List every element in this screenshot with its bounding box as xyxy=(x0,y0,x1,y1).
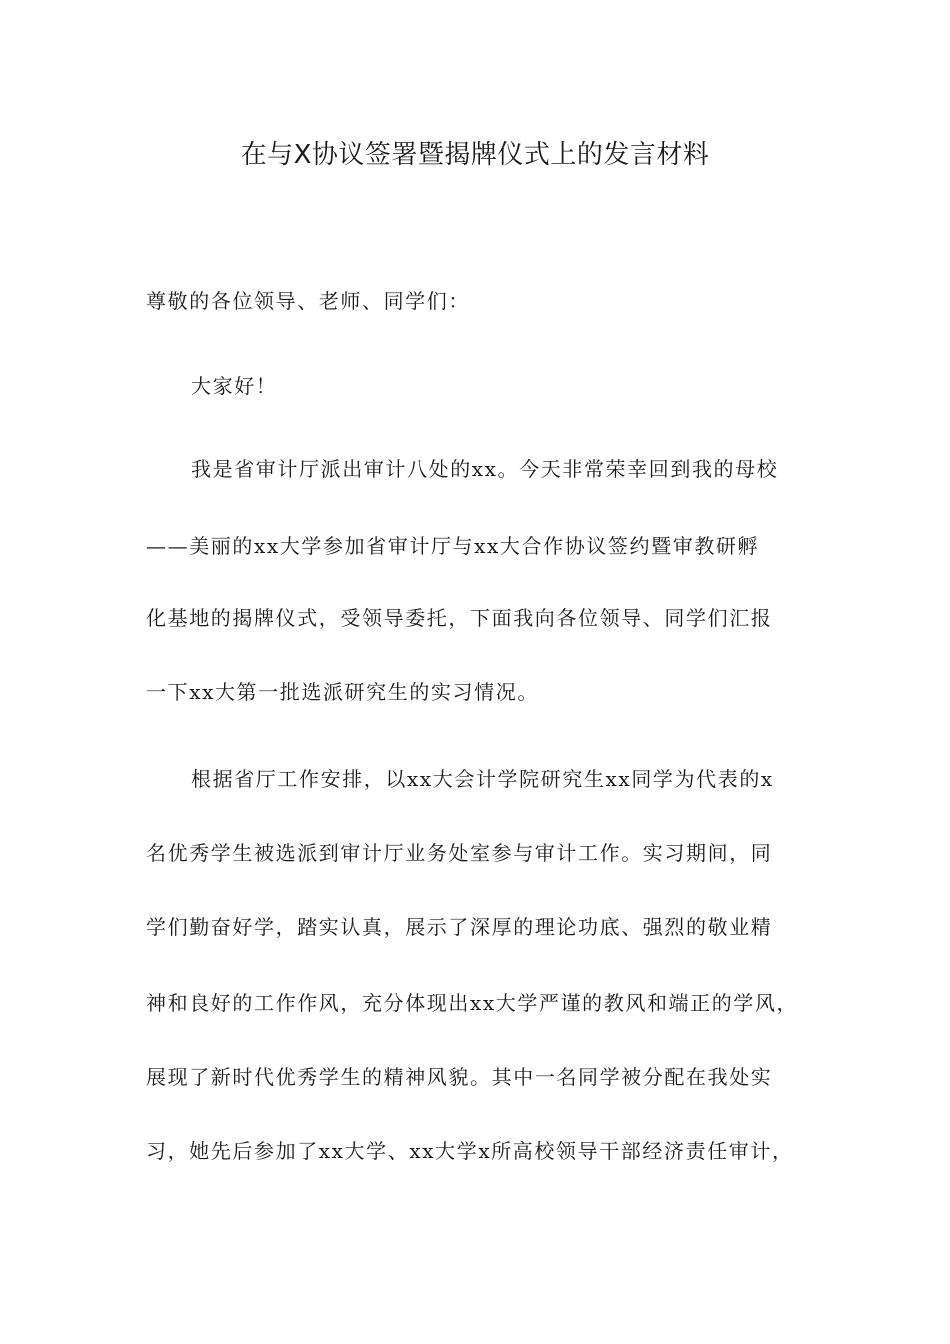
paragraph-2-line-5: 展现了新时代优秀学生的精神风貌。其中一名同学被分配在我处实 xyxy=(146,1065,773,1089)
document-title: 在与X协议签署暨揭牌仪式上的发言材料 xyxy=(240,140,710,170)
salutation: 尊敬的各位领导、老师、同学们： xyxy=(146,289,470,313)
paragraph-2-line-2: 名优秀学生被选派到审计厅业务处室参与审计工作。实习期间，同 xyxy=(146,841,773,865)
paragraph-2-line-1: 根据省厅工作安排，以xx大会计学院研究生xx同学为代表的x xyxy=(191,767,774,791)
paragraph-1-line-3: 化基地的揭牌仪式，受领导委托，下面我向各位领导、同学们汇报 xyxy=(146,606,773,630)
paragraph-2-line-4: 神和良好的工作作风，充分体现出xx大学严谨的教风和端正的学风， xyxy=(146,991,799,1015)
paragraph-1-line-2: ——美丽的xx大学参加省审计厅与xx大合作协议签约暨审教研孵 xyxy=(146,534,760,558)
greeting: 大家好！ xyxy=(191,374,278,398)
paragraph-2-line-6: 习，她先后参加了xx大学、xx大学x所高校领导干部经济责任审计， xyxy=(146,1139,794,1163)
paragraph-2-line-3: 学们勤奋好学，踏实认真，展示了深厚的理论功底、强烈的敬业精 xyxy=(146,915,773,939)
paragraph-1-line-1: 我是省审计厅派出审计八处的xx。今天非常荣幸回到我的母校 xyxy=(191,457,779,481)
paragraph-1-line-4: 一下xx大第一批选派研究生的实习情况。 xyxy=(146,680,539,704)
